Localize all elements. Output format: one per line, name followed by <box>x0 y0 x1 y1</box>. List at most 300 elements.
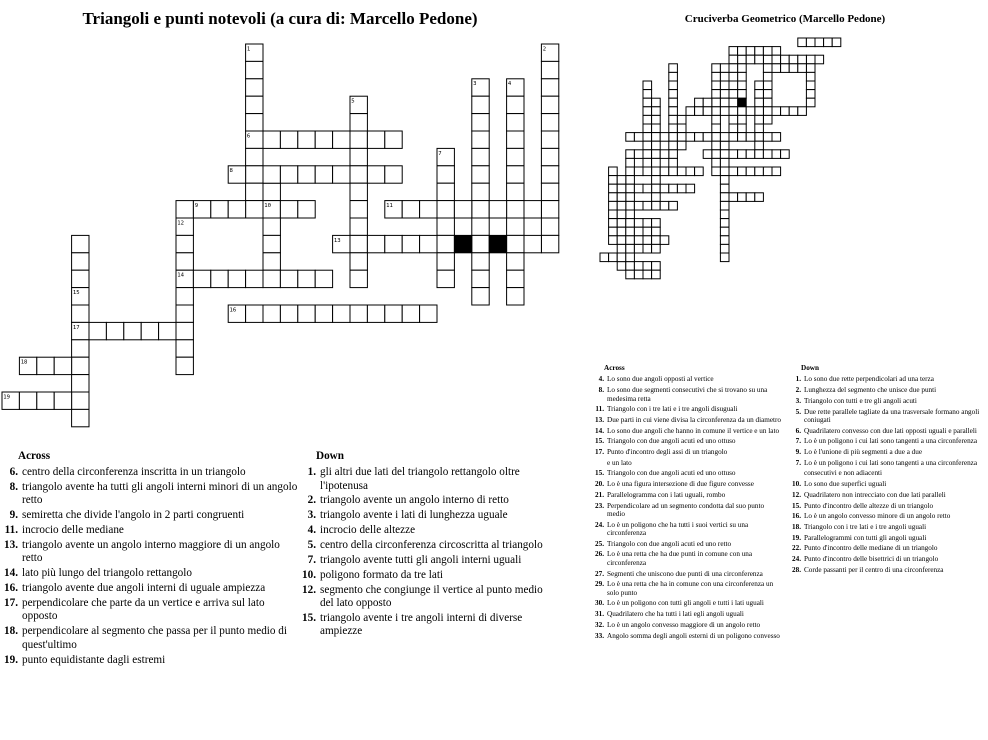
grid-cell[interactable] <box>712 107 721 116</box>
grid-cell[interactable] <box>738 47 747 56</box>
grid-cell[interactable] <box>729 115 738 124</box>
grid-cell[interactable] <box>806 90 815 99</box>
grid-cell[interactable] <box>720 90 729 99</box>
grid-cell[interactable] <box>652 227 661 236</box>
grid-cell[interactable] <box>738 90 747 99</box>
grid-cell[interactable] <box>729 81 738 90</box>
grid-cell[interactable] <box>634 201 643 210</box>
grid-cell[interactable] <box>798 38 807 47</box>
grid-cell[interactable] <box>669 81 678 90</box>
grid-cell[interactable] <box>703 107 712 116</box>
grid-cell[interactable] <box>798 55 807 64</box>
grid-cell[interactable] <box>643 167 652 176</box>
grid-cell[interactable] <box>652 270 661 279</box>
clue-item <box>588 599 783 607</box>
grid-cell[interactable] <box>703 98 712 107</box>
grid-cell[interactable] <box>763 167 772 176</box>
grid-cell[interactable] <box>643 236 652 245</box>
grid-cell[interactable] <box>738 133 747 142</box>
grid-cell[interactable] <box>617 210 626 219</box>
grid-cell[interactable] <box>669 115 678 124</box>
grid-cell[interactable] <box>652 244 661 253</box>
grid-cell[interactable] <box>669 167 678 176</box>
grid-cell[interactable] <box>634 133 643 142</box>
grid-cell[interactable] <box>617 184 626 193</box>
clue-number-label: 2 <box>542 46 547 53</box>
grid-cell[interactable] <box>643 115 652 124</box>
grid-cell[interactable] <box>815 55 824 64</box>
grid-cell[interactable] <box>652 176 661 185</box>
grid-cell[interactable] <box>617 244 626 253</box>
grid-cell[interactable] <box>626 150 635 159</box>
grid-cell[interactable] <box>626 236 635 245</box>
grid-cell[interactable] <box>643 262 652 271</box>
grid-cell[interactable] <box>695 133 704 142</box>
grid-cell[interactable] <box>763 150 772 159</box>
grid-cell[interactable] <box>789 64 798 73</box>
grid-cell[interactable] <box>763 107 772 116</box>
grid-cell[interactable] <box>626 176 635 185</box>
grid-cell[interactable] <box>746 133 755 142</box>
grid-cell[interactable] <box>746 47 755 56</box>
grid-cell[interactable] <box>720 236 729 245</box>
grid-cell[interactable] <box>720 244 729 253</box>
clue-item <box>298 509 544 522</box>
grid-cell[interactable] <box>712 150 721 159</box>
right-across-clues <box>588 364 783 642</box>
grid-cell[interactable] <box>720 81 729 90</box>
grid-cell[interactable] <box>720 107 729 116</box>
clue-number: 23. <box>595 501 604 510</box>
grid-cell[interactable] <box>660 201 669 210</box>
grid-cell[interactable] <box>695 167 704 176</box>
clue-item <box>785 437 983 445</box>
grid-cell[interactable] <box>652 167 661 176</box>
grid-cell[interactable] <box>669 90 678 99</box>
grid-cell[interactable] <box>669 201 678 210</box>
grid-cell[interactable] <box>652 124 661 133</box>
grid-cell[interactable] <box>609 184 618 193</box>
grid-cell[interactable] <box>643 124 652 133</box>
grid-cell[interactable] <box>609 201 618 210</box>
grid-cell[interactable] <box>686 167 695 176</box>
clue-number: 15. <box>595 437 604 446</box>
grid-cell[interactable] <box>755 47 764 56</box>
left-down-clues <box>298 450 544 640</box>
grid-cell[interactable] <box>815 38 824 47</box>
clue-text: gli altri due lati del triangolo rettangolo oltre l'ipotenusa <box>320 466 520 492</box>
grid-cell[interactable] <box>626 210 635 219</box>
grid-cell[interactable] <box>755 193 764 202</box>
grid-cell[interactable] <box>643 184 652 193</box>
grid-cell[interactable] <box>738 64 747 73</box>
grid-cell[interactable] <box>763 47 772 56</box>
grid-cell[interactable] <box>609 167 618 176</box>
clue-number: 4. <box>598 375 604 384</box>
grid-cell[interactable] <box>652 219 661 228</box>
grid-cell[interactable] <box>772 47 781 56</box>
clue-item <box>0 539 300 566</box>
grid-cell[interactable] <box>738 193 747 202</box>
grid-cell[interactable] <box>617 253 626 262</box>
clue-number: 1. <box>795 375 801 384</box>
grid-cell[interactable] <box>643 227 652 236</box>
grid-cell[interactable] <box>660 150 669 159</box>
grid-cell[interactable] <box>712 141 721 150</box>
grid-cell[interactable] <box>652 141 661 150</box>
grid-cell[interactable] <box>772 55 781 64</box>
grid-cell[interactable] <box>738 167 747 176</box>
grid-cell[interactable] <box>686 133 695 142</box>
grid-cell[interactable] <box>609 193 618 202</box>
grid-cell[interactable] <box>729 193 738 202</box>
grid-cell[interactable] <box>738 55 747 64</box>
grid-cell[interactable] <box>695 98 704 107</box>
grid-cell[interactable] <box>781 107 790 116</box>
clue-item <box>0 524 300 537</box>
grid-cell[interactable] <box>798 107 807 116</box>
grid-cell[interactable] <box>763 133 772 142</box>
clue-item <box>0 625 300 652</box>
grid-cell[interactable] <box>729 133 738 142</box>
grid-cell[interactable] <box>720 184 729 193</box>
grid-cell[interactable] <box>626 219 635 228</box>
clue-number: 27. <box>595 569 604 578</box>
clue-item <box>588 521 783 538</box>
clue-item <box>785 459 983 467</box>
grid-cell[interactable] <box>652 133 661 142</box>
grid-cell[interactable] <box>755 141 764 150</box>
grid-cell[interactable] <box>626 244 635 253</box>
grid-cell[interactable] <box>634 150 643 159</box>
grid-cell[interactable] <box>746 107 755 116</box>
grid-cell[interactable] <box>609 253 618 262</box>
grid-cell[interactable] <box>720 158 729 167</box>
grid-cell[interactable] <box>738 72 747 81</box>
grid-cell[interactable] <box>763 98 772 107</box>
clue-item <box>298 494 544 507</box>
grid-cell[interactable] <box>755 115 764 124</box>
grid-cell[interactable] <box>746 193 755 202</box>
grid-cell[interactable] <box>806 72 815 81</box>
clue-text: triangolo avente tutti gli angoli interni uguali <box>320 554 522 567</box>
grid-cell[interactable] <box>798 64 807 73</box>
grid-cell[interactable] <box>634 262 643 271</box>
grid-cell[interactable] <box>755 150 764 159</box>
grid-cell[interactable] <box>720 219 729 228</box>
grid-cell[interactable] <box>703 150 712 159</box>
grid-cell[interactable] <box>634 219 643 228</box>
clue-item <box>298 539 544 552</box>
grid-cell[interactable] <box>686 184 695 193</box>
grid-cell[interactable] <box>729 64 738 73</box>
grid-cell[interactable] <box>729 55 738 64</box>
grid-cell[interactable] <box>669 184 678 193</box>
clue-item <box>785 502 983 510</box>
grid-cell[interactable] <box>720 193 729 202</box>
grid-cell[interactable] <box>677 115 686 124</box>
grid-cell[interactable] <box>617 227 626 236</box>
grid-cell[interactable] <box>669 72 678 81</box>
grid-cell[interactable] <box>617 219 626 228</box>
grid-cell[interactable] <box>634 184 643 193</box>
grid-cell[interactable] <box>617 236 626 245</box>
grid-cell[interactable] <box>824 38 833 47</box>
grid-cell[interactable] <box>626 167 635 176</box>
grid-cell[interactable] <box>772 64 781 73</box>
grid-cell[interactable] <box>643 90 652 99</box>
grid-cell[interactable] <box>729 107 738 116</box>
grid-cell[interactable] <box>609 176 618 185</box>
clue-number: 16. <box>4 582 18 595</box>
grid-cell[interactable] <box>669 124 678 133</box>
clue-text: Triangolo con i tre lati e i tre angoli uguali <box>804 522 927 531</box>
grid-cell[interactable] <box>755 55 764 64</box>
grid-cell[interactable] <box>772 167 781 176</box>
grid-cell[interactable] <box>695 107 704 116</box>
grid-cell[interactable] <box>660 167 669 176</box>
clue-text: triangolo avente un angolo interno di retto <box>320 494 509 507</box>
clue-text: incrocio delle mediane <box>22 524 124 537</box>
grid-cell[interactable] <box>781 64 790 73</box>
grid-cell[interactable] <box>720 253 729 262</box>
grid-cell[interactable] <box>660 236 669 245</box>
grid-cell[interactable] <box>652 262 661 271</box>
grid-cell[interactable] <box>677 141 686 150</box>
grid-cell[interactable] <box>772 133 781 142</box>
grid-cell[interactable] <box>677 124 686 133</box>
grid-cell[interactable] <box>652 107 661 116</box>
grid-cell[interactable] <box>755 124 764 133</box>
grid-cell[interactable] <box>617 262 626 271</box>
grid-cell[interactable] <box>720 72 729 81</box>
grid-cell[interactable] <box>772 150 781 159</box>
grid-cell[interactable] <box>626 158 635 167</box>
grid-cell[interactable] <box>746 150 755 159</box>
grid-cell[interactable] <box>652 115 661 124</box>
grid-cell[interactable] <box>669 141 678 150</box>
clue-number: 14. <box>4 567 18 580</box>
grid-cell[interactable] <box>720 64 729 73</box>
grid-cell[interactable] <box>643 270 652 279</box>
grid-cell[interactable] <box>763 115 772 124</box>
grid-cell[interactable] <box>738 150 747 159</box>
grid-cell[interactable] <box>712 115 721 124</box>
clue-number: 9. <box>795 448 801 457</box>
grid-cell[interactable] <box>806 81 815 90</box>
grid-cell[interactable] <box>626 270 635 279</box>
grid-cell[interactable] <box>746 55 755 64</box>
clue-item <box>785 386 983 394</box>
clue-number: 19. <box>4 653 18 666</box>
grid-cell[interactable] <box>652 236 661 245</box>
grid-cell[interactable] <box>806 38 815 47</box>
grid-cell[interactable] <box>712 90 721 99</box>
grid-cell[interactable] <box>600 253 609 262</box>
grid-cell[interactable] <box>652 150 661 159</box>
grid-cell[interactable] <box>712 81 721 90</box>
grid-cell[interactable] <box>789 107 798 116</box>
grid-cell[interactable] <box>729 167 738 176</box>
grid-cell[interactable] <box>626 201 635 210</box>
clue-number: 18. <box>4 625 18 638</box>
grid-cell[interactable] <box>626 227 635 236</box>
grid-cell[interactable] <box>712 158 721 167</box>
grid-cell[interactable] <box>738 81 747 90</box>
grid-cell[interactable] <box>677 184 686 193</box>
grid-cell[interactable] <box>729 72 738 81</box>
grid-cell[interactable] <box>626 133 635 142</box>
grid-cell[interactable] <box>634 236 643 245</box>
grid-cell[interactable] <box>660 184 669 193</box>
grid-cell[interactable] <box>806 98 815 107</box>
grid-cell[interactable] <box>720 167 729 176</box>
grid-cell[interactable] <box>720 98 729 107</box>
grid-cell[interactable] <box>729 90 738 99</box>
clue-item <box>298 466 544 493</box>
clue-number-label: 7 <box>438 150 442 157</box>
grid-cell[interactable] <box>643 141 652 150</box>
grid-cell[interactable] <box>703 133 712 142</box>
grid-cell[interactable] <box>669 133 678 142</box>
clue-number: 18. <box>792 522 801 531</box>
grid-cell[interactable] <box>643 107 652 116</box>
grid-cell[interactable] <box>634 244 643 253</box>
grid-cell[interactable] <box>781 150 790 159</box>
grid-cell[interactable] <box>712 133 721 142</box>
clue-item <box>0 654 300 667</box>
grid-cell[interactable] <box>720 176 729 185</box>
grid-cell[interactable] <box>626 184 635 193</box>
grid-cell[interactable] <box>626 262 635 271</box>
clue-number: 7. <box>795 437 801 446</box>
grid-cell[interactable] <box>643 219 652 228</box>
grid-cell[interactable] <box>634 167 643 176</box>
grid-cell[interactable] <box>617 193 626 202</box>
clue-item <box>785 491 983 499</box>
grid-cell[interactable] <box>755 167 764 176</box>
grid-cell[interactable] <box>763 64 772 73</box>
grid-cell[interactable] <box>746 167 755 176</box>
clue-number: 2. <box>795 386 801 395</box>
grid-cell[interactable] <box>763 90 772 99</box>
grid-cell[interactable] <box>720 141 729 150</box>
clue-text: Lo è un poligono i cui lati sono tangenti a una circonferenza <box>804 437 978 446</box>
grid-cell[interactable] <box>712 72 721 81</box>
grid-cell[interactable] <box>643 133 652 142</box>
grid-cell[interactable] <box>738 124 747 133</box>
grid-cell[interactable] <box>643 201 652 210</box>
clue-number: 9. <box>9 509 18 522</box>
grid-cell[interactable] <box>643 81 652 90</box>
grid-cell[interactable] <box>720 210 729 219</box>
clue-number: 6. <box>795 426 801 435</box>
clue-number: 19. <box>792 533 801 542</box>
grid-cell[interactable] <box>755 81 764 90</box>
grid-cell[interactable] <box>832 38 841 47</box>
clue-item <box>588 570 783 578</box>
grid-cell[interactable] <box>789 55 798 64</box>
clue-item <box>298 612 544 639</box>
clue-number: 16. <box>792 512 801 521</box>
grid-cell[interactable] <box>806 55 815 64</box>
grid-cell[interactable] <box>660 133 669 142</box>
grid-cell[interactable] <box>729 150 738 159</box>
grid-cell[interactable] <box>617 176 626 185</box>
grid-cell[interactable] <box>755 107 764 116</box>
clue-text: incrocio delle altezze <box>320 524 416 537</box>
grid-cell[interactable] <box>677 133 686 142</box>
grid-cell[interactable] <box>763 72 772 81</box>
grid-cell[interactable] <box>712 167 721 176</box>
grid-cell[interactable] <box>634 227 643 236</box>
grid-cell[interactable] <box>652 201 661 210</box>
grid-cell[interactable] <box>669 150 678 159</box>
grid-cell[interactable] <box>652 98 661 107</box>
grid-cell[interactable] <box>643 244 652 253</box>
grid-cell[interactable] <box>609 210 618 219</box>
clue-text: Perpendicolare ad un segmento condotta dal suo punto medio <box>607 501 765 518</box>
grid-cell[interactable] <box>609 236 618 245</box>
grid-cell[interactable] <box>652 193 661 202</box>
grid-cell[interactable] <box>669 107 678 116</box>
grid-cell[interactable] <box>626 193 635 202</box>
grid-cell[interactable] <box>643 158 652 167</box>
grid-cell[interactable] <box>712 124 721 133</box>
grid-cell[interactable] <box>720 201 729 210</box>
grid-cell[interactable] <box>626 253 635 262</box>
grid-cell[interactable] <box>617 201 626 210</box>
clue-number-label: 9 <box>194 203 199 209</box>
grid-cell[interactable] <box>712 98 721 107</box>
grid-cell[interactable] <box>609 227 618 236</box>
grid-cell[interactable] <box>643 150 652 159</box>
grid-cell[interactable] <box>772 107 781 116</box>
grid-cell[interactable] <box>712 64 721 73</box>
grid-cell[interactable] <box>729 47 738 56</box>
grid-cell[interactable] <box>643 98 652 107</box>
grid-cell[interactable] <box>806 64 815 73</box>
grid-cell[interactable] <box>669 98 678 107</box>
grid-cell[interactable] <box>720 227 729 236</box>
clue-text: Lo sono due rette perpendicolari ad una terza <box>804 375 934 384</box>
grid-cell[interactable] <box>755 90 764 99</box>
clue-number: 26. <box>595 550 604 559</box>
grid-cell[interactable] <box>720 133 729 142</box>
clue-number: 11. <box>595 405 604 414</box>
grid-cell[interactable] <box>729 124 738 133</box>
grid-cell[interactable] <box>763 55 772 64</box>
grid-cell[interactable] <box>652 158 661 167</box>
clue-text: Parallelogrammi con tutti gli angoli uguali <box>804 533 927 542</box>
grid-cell[interactable] <box>781 55 790 64</box>
grid-cell[interactable] <box>763 81 772 90</box>
grid-cell[interactable] <box>634 270 643 279</box>
grid-cell[interactable] <box>686 107 695 116</box>
grid-cell[interactable] <box>720 150 729 159</box>
grid-cell[interactable] <box>738 115 747 124</box>
grid-cell[interactable] <box>652 184 661 193</box>
grid-cell[interactable] <box>755 133 764 142</box>
left-puzzle-title: Triangoli e punti notevoli (a cura di: Marcello Pedone) <box>82 9 478 28</box>
grid-cell[interactable] <box>669 158 678 167</box>
grid-cell[interactable] <box>729 98 738 107</box>
grid-cell[interactable] <box>669 64 678 73</box>
grid-cell[interactable] <box>609 219 618 228</box>
grid-cell[interactable] <box>755 98 764 107</box>
grid-cell[interactable] <box>738 107 747 116</box>
grid-cell[interactable] <box>677 167 686 176</box>
